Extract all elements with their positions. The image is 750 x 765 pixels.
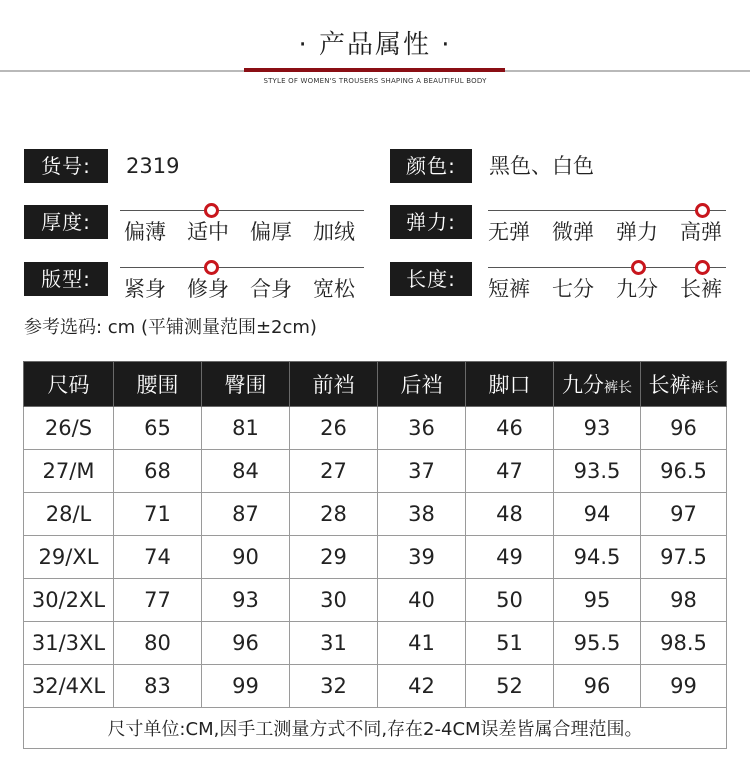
table-cell: 95 <box>554 579 641 622</box>
table-cell: 84 <box>202 450 290 493</box>
table-row <box>24 536 727 579</box>
table-cell: 99 <box>641 665 727 708</box>
length-option: 七分 <box>552 277 594 301</box>
table-footnote-row <box>24 708 727 749</box>
size-reference-note: 参考选码: cm (平铺测量范围±2cm) <box>24 317 317 338</box>
table-cell: 27/M <box>24 450 114 493</box>
header-divider-left <box>0 70 244 72</box>
column-header-size: 尺码 <box>24 362 114 407</box>
fit-options <box>120 267 364 307</box>
selected-marker-icon <box>631 260 646 275</box>
table-cell: 51 <box>466 622 554 665</box>
elasticity-options <box>488 210 726 250</box>
table-cell: 28/L <box>24 493 114 536</box>
fit-option: 合身 <box>250 277 292 301</box>
table-cell: 90 <box>202 536 290 579</box>
elasticity-option: 高弹 <box>680 220 722 244</box>
table-row <box>24 579 727 622</box>
table-cell: 38 <box>378 493 466 536</box>
table-row <box>24 493 727 536</box>
column-header-full-length: 长裤裤长 <box>641 362 727 407</box>
fit-option: 宽松 <box>313 277 355 301</box>
table-cell: 28 <box>290 493 378 536</box>
thickness-option: 加绒 <box>313 220 355 244</box>
table-cell: 96 <box>202 622 290 665</box>
table-cell: 96 <box>641 407 727 450</box>
table-cell: 48 <box>466 493 554 536</box>
table-cell: 97 <box>641 493 727 536</box>
length-label: 长度: <box>390 262 472 296</box>
table-cell: 30 <box>290 579 378 622</box>
elasticity-option: 弹力 <box>616 220 658 244</box>
color-label: 颜色: <box>390 149 472 183</box>
table-footnote: 尺寸单位:CM,因手工测量方式不同,存在2-4CM误差皆属合理范围。 <box>24 708 727 749</box>
elasticity-label: 弹力: <box>390 205 472 239</box>
thickness-option: 偏薄 <box>124 220 166 244</box>
color-value: 黑色、白色 <box>489 154 594 178</box>
column-header-back-rise: 后裆 <box>378 362 466 407</box>
table-cell: 94 <box>554 493 641 536</box>
item-no-value: 2319 <box>126 154 180 178</box>
table-cell: 41 <box>378 622 466 665</box>
table-cell: 96 <box>554 665 641 708</box>
column-header-hip: 臀围 <box>202 362 290 407</box>
table-cell: 74 <box>114 536 202 579</box>
column-header-leg-opening: 脚口 <box>466 362 554 407</box>
table-cell: 37 <box>378 450 466 493</box>
table-cell: 40 <box>378 579 466 622</box>
fit-option: 修身 <box>187 277 229 301</box>
table-row <box>24 622 727 665</box>
size-table <box>23 361 727 749</box>
thickness-label: 厚度: <box>24 205 108 239</box>
table-cell: 93.5 <box>554 450 641 493</box>
column-header-front-rise: 前裆 <box>290 362 378 407</box>
table-cell: 98.5 <box>641 622 727 665</box>
length-options <box>488 267 726 307</box>
selected-marker-icon <box>695 260 710 275</box>
table-cell: 29 <box>290 536 378 579</box>
elasticity-option: 无弹 <box>488 220 530 244</box>
length-option: 长裤 <box>680 277 722 301</box>
thickness-option: 偏厚 <box>250 220 292 244</box>
table-cell: 47 <box>466 450 554 493</box>
table-cell: 26 <box>290 407 378 450</box>
section-subtitle: STYLE OF WOMEN'S TROUSERS SHAPING A BEAUTIFUL BODY <box>263 77 487 85</box>
column-header-waist: 腰围 <box>114 362 202 407</box>
item-no-label: 货号: <box>24 149 108 183</box>
column-header-cropped-length: 九分裤长 <box>554 362 641 407</box>
fit-label: 版型: <box>24 262 108 296</box>
table-cell: 80 <box>114 622 202 665</box>
header-accent-bar <box>244 68 505 72</box>
header-divider-right <box>505 70 750 72</box>
length-option: 九分 <box>616 277 658 301</box>
table-cell: 52 <box>466 665 554 708</box>
table-cell: 31 <box>290 622 378 665</box>
table-row <box>24 407 727 450</box>
fit-line <box>120 267 364 268</box>
table-cell: 68 <box>114 450 202 493</box>
thickness-option: 适中 <box>187 220 229 244</box>
table-cell: 30/2XL <box>24 579 114 622</box>
selected-marker-icon <box>695 203 710 218</box>
table-cell: 97.5 <box>641 536 727 579</box>
table-cell: 32 <box>290 665 378 708</box>
table-cell: 65 <box>114 407 202 450</box>
table-cell: 26/S <box>24 407 114 450</box>
table-cell: 77 <box>114 579 202 622</box>
table-cell: 83 <box>114 665 202 708</box>
fit-option: 紧身 <box>124 277 166 301</box>
header-dots-left <box>43 69 67 73</box>
table-cell: 87 <box>202 493 290 536</box>
table-cell: 99 <box>202 665 290 708</box>
table-cell: 95.5 <box>554 622 641 665</box>
thickness-options <box>120 210 364 250</box>
table-cell: 93 <box>202 579 290 622</box>
elasticity-option: 微弹 <box>552 220 594 244</box>
elasticity-line <box>488 210 726 211</box>
selected-marker-icon <box>204 260 219 275</box>
table-cell: 31/3XL <box>24 622 114 665</box>
header-dots-right <box>683 69 707 73</box>
length-option: 短裤 <box>488 277 530 301</box>
table-cell: 93 <box>554 407 641 450</box>
table-cell: 81 <box>202 407 290 450</box>
selected-marker-icon <box>204 203 219 218</box>
table-cell: 71 <box>114 493 202 536</box>
table-cell: 96.5 <box>641 450 727 493</box>
table-row <box>24 665 727 708</box>
table-cell: 36 <box>378 407 466 450</box>
table-cell: 49 <box>466 536 554 579</box>
thickness-line <box>120 210 364 211</box>
table-cell: 32/4XL <box>24 665 114 708</box>
table-header-row <box>24 362 727 407</box>
length-line <box>488 267 726 268</box>
table-cell: 98 <box>641 579 727 622</box>
table-row <box>24 450 727 493</box>
table-cell: 27 <box>290 450 378 493</box>
table-cell: 50 <box>466 579 554 622</box>
table-cell: 42 <box>378 665 466 708</box>
table-cell: 94.5 <box>554 536 641 579</box>
table-cell: 29/XL <box>24 536 114 579</box>
section-title: · 产品属性 · <box>298 30 452 60</box>
table-cell: 46 <box>466 407 554 450</box>
table-cell: 39 <box>378 536 466 579</box>
